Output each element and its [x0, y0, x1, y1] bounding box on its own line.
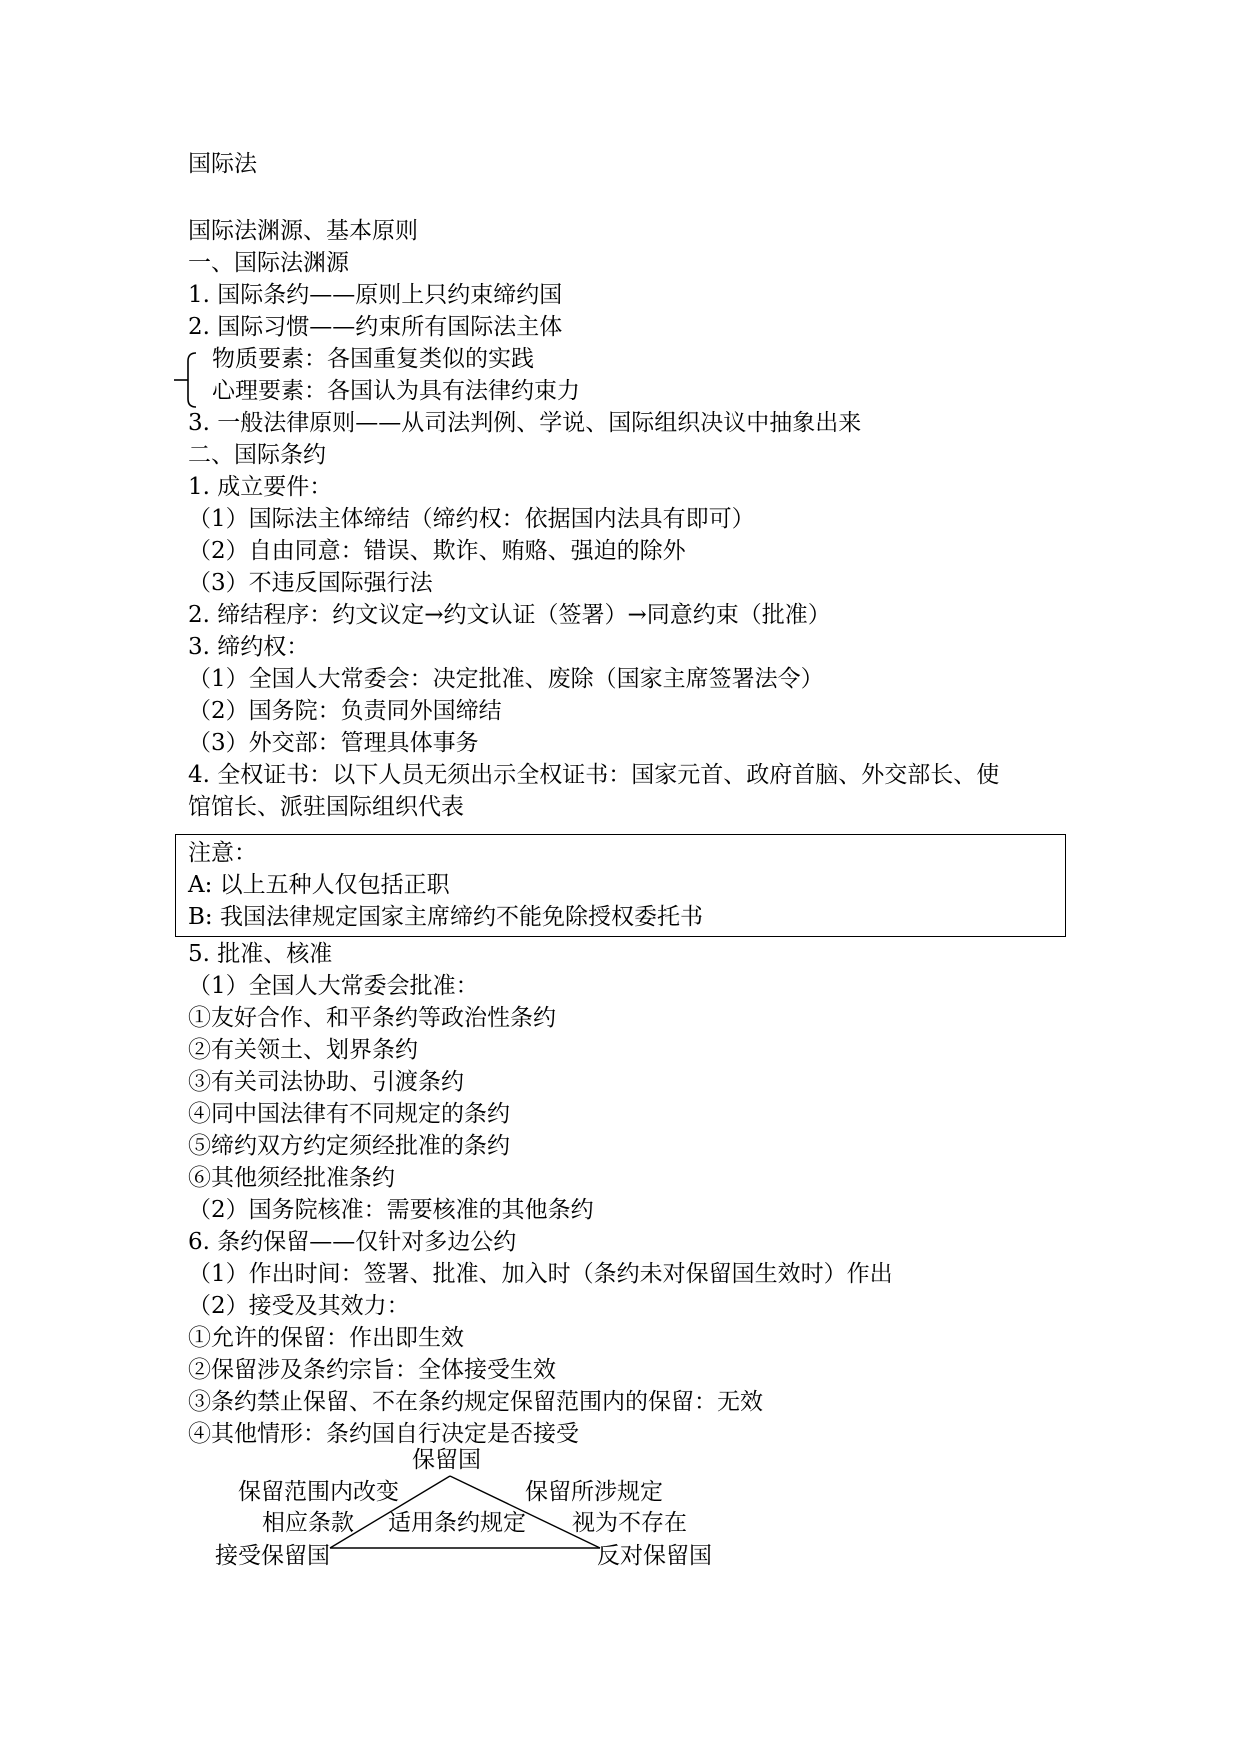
- s5-sub-1: （1）全国人大常委会批准：: [188, 973, 479, 999]
- s4-line-1: 4. 全权证书：以下人员无须出示全权证书：国家元首、政府首脑、外交部长、使: [188, 762, 1000, 788]
- s1-item-3: （3）不违反国际强行法: [188, 570, 433, 596]
- s3-item-2: （2）国务院：负责同外国缔结: [188, 698, 502, 724]
- s5-list-item: ③有关司法协助、引渡条约: [188, 1069, 464, 1095]
- element-mental: 心理要素：各国认为具有法律约束力: [212, 378, 580, 404]
- s3-item-1: （1）全国人大常委会：决定批准、废除（国家主席签署法令）: [188, 666, 824, 692]
- diagram-right-edge-label-2: 视为不存在: [572, 1510, 687, 1536]
- s6-sub-1: （1）作出时间：签署、批准、加入时（条约未对保留国生效时）作出: [188, 1261, 893, 1287]
- s6-list-item: ②保留涉及条约宗旨：全体接受生效: [188, 1357, 556, 1383]
- s1-item-1: （1）国际法主体缔结（缔约权：依据国内法具有即可）: [188, 506, 755, 532]
- s5-list-item: ④同中国法律有不同规定的条约: [188, 1101, 510, 1127]
- s4-line-2: 馆馆长、派驻国际组织代表: [188, 794, 464, 820]
- s1-item-2: （2）自由同意：错误、欺诈、贿赂、强迫的除外: [188, 538, 686, 564]
- diagram-bottom-left-label: 接受保留国: [215, 1543, 330, 1569]
- note-b: B: 我国法律规定国家主席缔约不能免除授权委托书: [188, 904, 703, 930]
- s6-list-item: ①允许的保留：作出即生效: [188, 1325, 464, 1351]
- element-material: 物质要素：各国重复类似的实践: [212, 346, 534, 372]
- s5-list-item: ②有关领土、划界条约: [188, 1037, 418, 1063]
- s6-heading: 6. 条约保留——仅针对多边公约: [188, 1229, 517, 1255]
- part1-item-3: 3. 一般法律原则——从司法判例、学说、国际组织决议中抽象出来: [188, 410, 862, 436]
- diagram-top-label: 保留国: [412, 1447, 481, 1473]
- reservation-triangle-diagram: [205, 1447, 750, 1585]
- part1-item-2: 2. 国际习惯——约束所有国际法主体: [188, 314, 563, 340]
- s5-sub-2: （2）国务院核准：需要核准的其他条约: [188, 1197, 594, 1223]
- note-title: 注意：: [188, 840, 257, 866]
- document-title: 国际法: [188, 151, 257, 177]
- part1-item-1: 1. 国际条约——原则上只约束缔约国: [188, 282, 563, 308]
- diagram-right-edge-label-1: 保留所涉规定: [525, 1479, 663, 1505]
- diagram-center-label: 适用条约规定: [388, 1510, 526, 1536]
- diagram-left-edge-label-2: 相应条款: [262, 1510, 354, 1536]
- s3-heading: 3. 缔约权：: [188, 634, 310, 660]
- s6-sub-2: （2）接受及其效力：: [188, 1293, 410, 1319]
- note-a: A: 以上五种人仅包括正职: [188, 872, 450, 898]
- part1-heading: 一、国际法渊源: [188, 250, 349, 276]
- brace-bracket: [174, 351, 208, 409]
- s1-heading: 1. 成立要件：: [188, 474, 333, 500]
- s3-item-3: （3）外交部：管理具体事务: [188, 730, 479, 756]
- diagram-left-edge-label-1: 保留范围内改变: [238, 1479, 399, 1505]
- diagram-bottom-right-label: 反对保留国: [597, 1543, 712, 1569]
- s5-list-item: ⑤缔约双方约定须经批准的条约: [188, 1133, 510, 1159]
- s2-line: 2. 缔结程序：约文议定→约文认证（签署）→同意约束（批准）: [188, 602, 831, 628]
- s6-list-item: ③条约禁止保留、不在条约规定保留范围内的保留：无效: [188, 1389, 763, 1415]
- s6-list-item: ④其他情形：条约国自行决定是否接受: [188, 1421, 579, 1447]
- part2-heading: 二、国际条约: [188, 442, 326, 468]
- s5-heading: 5. 批准、核准: [188, 941, 333, 967]
- s5-list-item: ①友好合作、和平条约等政治性条约: [188, 1005, 556, 1031]
- s5-list-item: ⑥其他须经批准条约: [188, 1165, 395, 1191]
- section-heading: 国际法渊源、基本原则: [188, 218, 418, 244]
